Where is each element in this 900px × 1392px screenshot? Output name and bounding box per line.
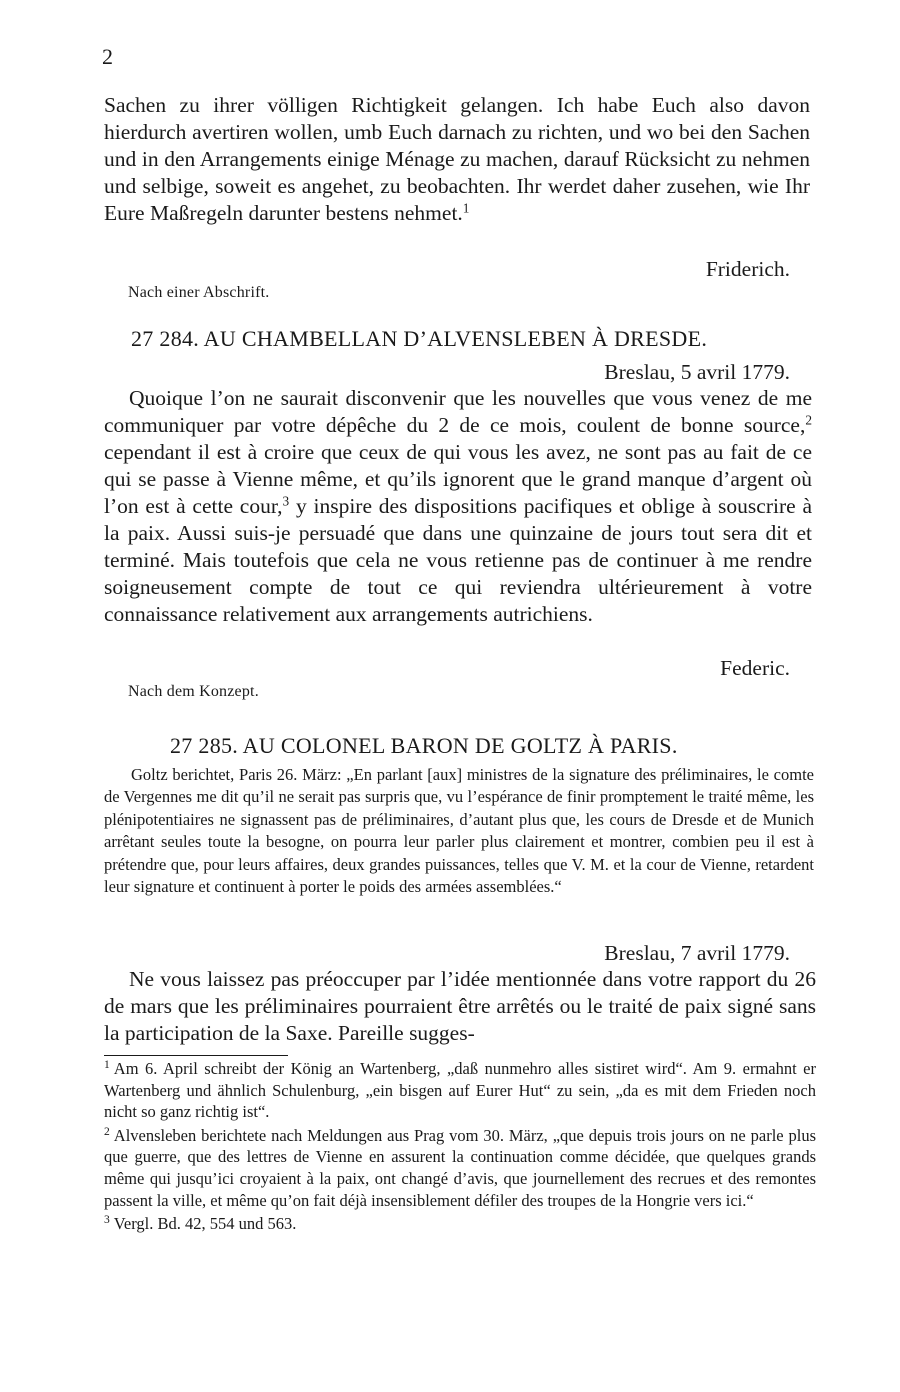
letter-heading-27285: 27 285. AU COLONEL BARON DE GOLTZ À PARIS.	[170, 733, 678, 758]
letter-text-b: cependant il est à croire que ceux de qui vous les avez, ne sont pas au fait de ce qui se passe à Vienne même, et qu’ils ignorent que le grand manque d’argent où l’on est à cette cour,	[104, 440, 812, 518]
footnote	[104, 1213, 816, 1235]
page-number: 2	[102, 44, 113, 69]
footnote-mark: 2	[104, 1126, 110, 1139]
place-date: Breslau, 5 avril 1779.	[604, 360, 790, 384]
footnote-ref-1: 1	[462, 200, 470, 216]
place-date: Breslau, 7 avril 1779.	[604, 941, 790, 965]
footnote-mark: 1	[104, 1059, 110, 1072]
report-summary: Goltz berichtet, Paris 26. März: „En parlant [aux] ministres de la signature des préliminaires, le comte de Vergennes me dit qu’il ne serait pas surpris que, vu l’espérance de finir promptement le traité même, les plénipotentiaires ne signassent pas de préliminaires, d’autant plus que, les cours de Dresde et de Munich arrêtant seules toute la besogne, on pourra leur parler plus clairement et montrer, combien peu il est à prétendre que, pour leurs affaires, deux grandes puissances, telles que V. M. et la cour de Vienne, retardent leur signature et continuent à porter le poids des armées assemblées.“	[104, 765, 814, 897]
letter-text: Ne vous laissez pas préoccuper par l’idée mentionnée dans votre rapport du 26 de mars que les préliminaires pourraient être arrêtés ou le traité de paix signé sans la participation de la Saxe. Pareille sugges-	[104, 967, 816, 1045]
footnote-text: Am 6. April schreibt der König an Wartenberg, „daß nunmehro alles sistiret wird“. Am 9. ermahnt er Wartenberg und ähnlich Schulenburg, „ein bisgen auf Eurer Hut“ zu sein, „da es mit dem Frieden noch nicht so ganz richtig ist“.	[104, 1059, 816, 1122]
paragraph-text: Sachen zu ihrer völligen Richtigkeit gelangen. Ich habe Euch also davon hierdurch avertiren wollen, umb Euch darnach zu richten, und wo bei den Sachen und in den Arrangements einige Ménage zu machen, darauf Rücksicht zu nehmen und selbige, soweit es angehet, zu beobachten. Ihr werdet daher zusehen, wie Ihr Eure Maßregeln darunter bestens nehmet.	[104, 93, 810, 225]
source-note: Nach einer Abschrift.	[128, 284, 270, 301]
footnote-ref-2: 2	[805, 412, 812, 428]
letter-text-c: y inspire des dispositions pacifiques et oblige à souscrire à la paix. Aussi suis-je persuadé que dans une quinzaine de jours tout sera dit et terminé. Mais toutefois que cela ne vous retienne pas de continuer à me rendre soigneusement compte de tout ce qui reviendra ultérieurement à votre connaissance relativement aux arrangements autrichiens.	[104, 494, 812, 626]
source-note: Nach dem Konzept.	[128, 683, 259, 700]
footnote-text: Alvensleben berichtete nach Meldungen aus Prag vom 30. März, „que depuis trois jours on ne parle plus que guerre, que des lettres de Vienne en assurent la continuation comme décidée, que quelques grands même qui jusqu’ici croyaient à la paix, ont changé d’avis, que journellement des recrues et des remontes passent la ville, et même qu’on fait déjà insensiblement défiler des troupes de la Hongrie vers ici.“	[104, 1125, 816, 1210]
letter-body	[104, 966, 816, 1047]
letter-heading-27284: 27 284. AU CHAMBELLAN D’ALVENSLEBEN À DRESDE.	[131, 326, 708, 351]
footnote	[104, 1058, 816, 1123]
continued-paragraph	[104, 92, 810, 227]
letter-text-a: Quoique l’on ne saurait disconvenir que les nouvelles que vous venez de me communiquer par votre dépêche du 2 de ce mois, coulent de bonne source,	[104, 386, 812, 437]
signature-federic: Federic.	[720, 656, 790, 680]
footnote	[104, 1125, 816, 1211]
letter-body	[104, 385, 812, 628]
footnote-ref-3: 3	[282, 493, 290, 509]
signature-friderich: Friderich.	[705, 257, 790, 281]
footnote-mark: 3	[104, 1214, 110, 1227]
footnote-text: Vergl. Bd. 42, 554 und 563.	[113, 1214, 297, 1234]
footnotes	[104, 1058, 816, 1235]
footnote-divider	[104, 1055, 288, 1056]
